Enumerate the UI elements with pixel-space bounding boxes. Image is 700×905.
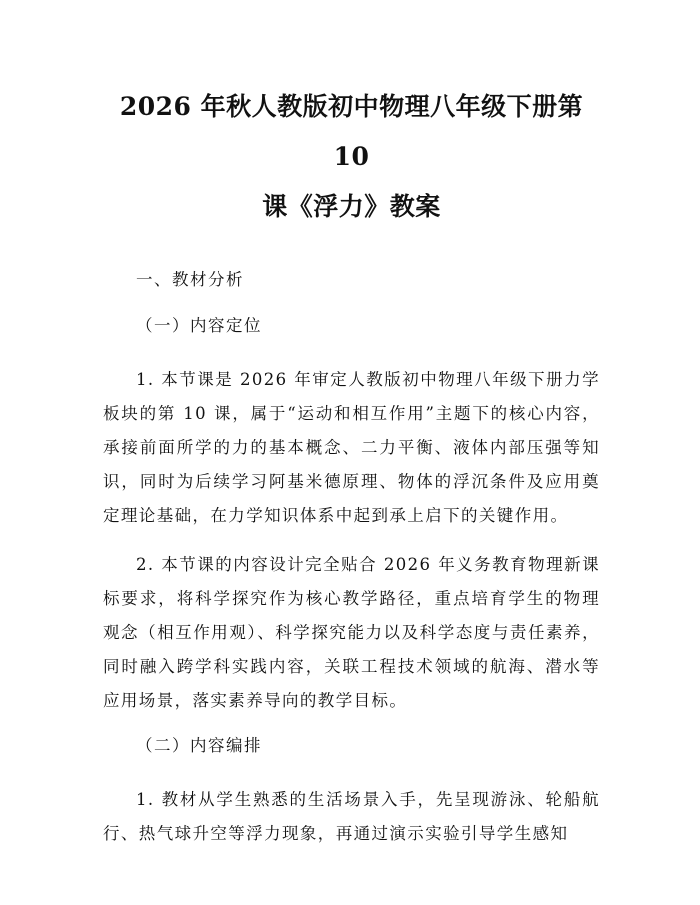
title-line-2: 课《浮力》教案	[262, 192, 441, 221]
title-line-1: 2026 年秋人教版初中物理八年级下册第 10	[119, 92, 584, 171]
paragraph-positioning-2: 2. 本节课的内容设计完全贴合 2026 年义务教育物理新课标要求，将科学探究作为核心教学路径，重点培育学生的物理观念（相互作用观）、科学探究能力以及科学态度与责任素养，同时融入跨学科实践内容，关联工程技术领域的航海、潜水等应用场景，落实素养导向的教学目标。	[103, 555, 600, 710]
paragraph-positioning-1: 1. 本节课是 2026 年审定人教版初中物理八年级下册力学板块的第 10 课，属于“运动和相互作用”主题下的核心内容，承接前面所学的力的基本概念、二力平衡、液体内部压强等知识，同时为后续学习阿基米德原理、物体的浮沉条件及应用奠定理论基础，在力学知识体系中起到承上启下的关键作用。	[103, 370, 600, 525]
document-title	[103, 82, 600, 232]
paragraph-arrangement-1: 1. 教材从学生熟悉的生活场景入手，先呈现游泳、轮船航行、热气球升空等浮力现象，再通过演示实验引导学生感知	[103, 790, 600, 843]
subsection-heading-content-arrangement: （二）内容编排	[136, 736, 262, 755]
subsection-heading-content-positioning: （一）内容定位	[136, 316, 262, 335]
section-heading-textbook-analysis: 一、教材分析	[136, 270, 244, 289]
